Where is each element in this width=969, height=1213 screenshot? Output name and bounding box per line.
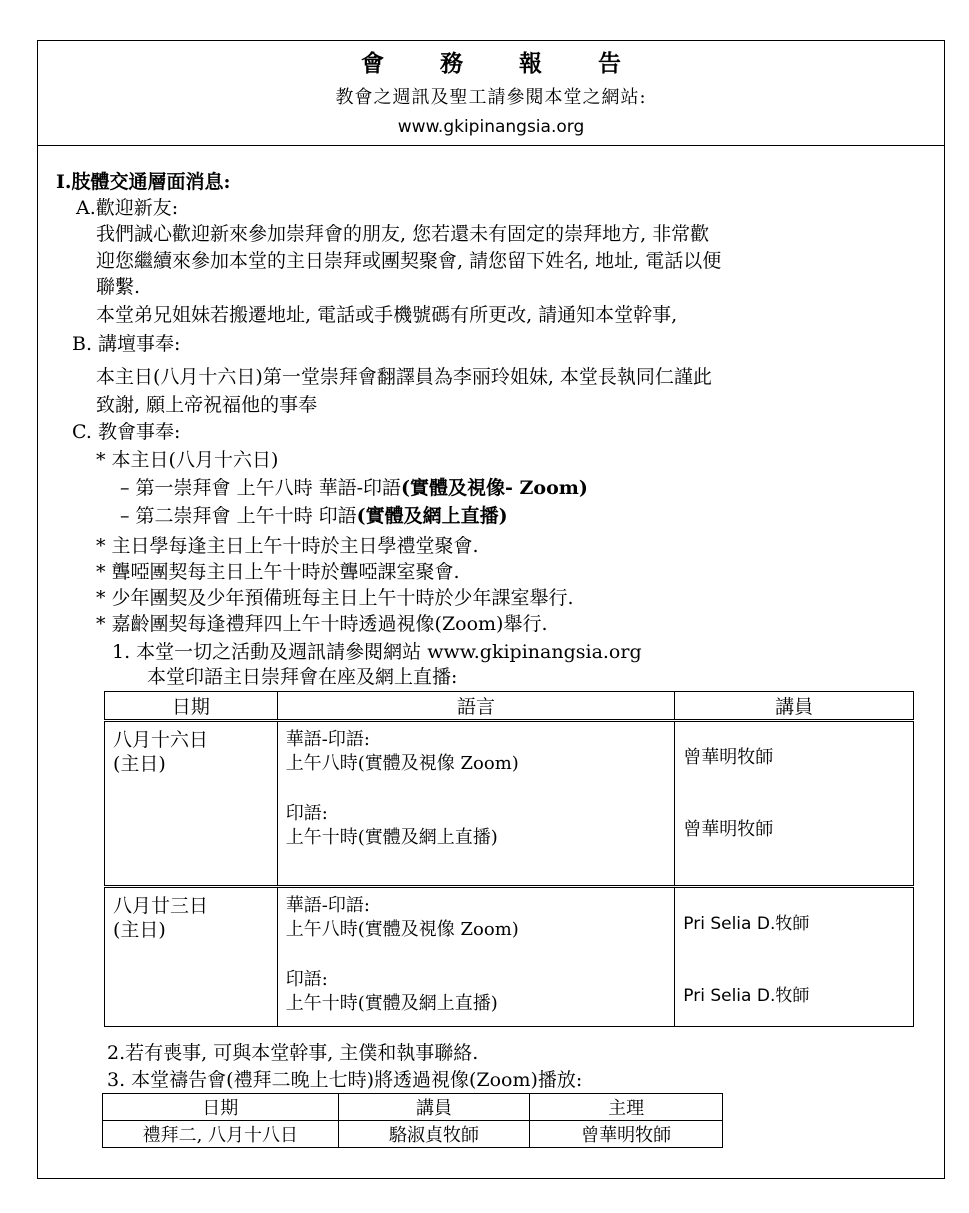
speaker-name: 曾華明牧師 — [683, 747, 774, 768]
row-language — [277, 721, 674, 887]
service1-text: – 第一崇拜會 上午八時 華語-印語 — [120, 477, 402, 499]
prayer-header-host: 主理 — [530, 1094, 723, 1121]
website-url: www.gkipinangsia.org — [397, 117, 585, 137]
welcome-text-line2: 迎您繼續來參加本堂的主日崇拜或團契聚會, 請您留下姓名, 地址, 電話以便 — [96, 250, 722, 272]
prayer-table — [102, 1093, 723, 1148]
date-line: 八月十六日 — [113, 729, 209, 751]
pulpit-text-line1: 本主日(八月十六日)第一堂崇拜會翻譯員為李丽玲姐妹, 本堂長執同仁謹此 — [96, 366, 712, 388]
sunday-school-item: * 主日學每逢主日上午十時於主日學禮堂聚會. — [96, 535, 479, 557]
header-speaker: 講員 — [675, 692, 914, 721]
service2-mode: (實體及網上直播) — [356, 505, 508, 527]
row-date — [105, 887, 278, 1027]
this-sunday-line: * 本主日(八月十六日) — [96, 449, 279, 471]
table-row — [103, 1121, 723, 1148]
table-row — [105, 721, 914, 887]
page-title: 會 務 報 告 — [360, 50, 646, 77]
service2-text: – 第二崇拜會 上午十時 印語 — [120, 505, 357, 527]
note1-line1: 1. 本堂一切之活動及週訊請參閱網站 www.gkipinangsia.org — [112, 641, 642, 663]
language-time: 上午十時(實體及網上直播) — [285, 827, 498, 848]
header-language: 語言 — [277, 692, 674, 721]
pulpit-label: B. 講壇事奉: — [72, 333, 181, 355]
prayer-speaker: 駱淑貞牧師 — [338, 1121, 530, 1148]
date-day: (主日) — [113, 753, 166, 775]
report-header — [38, 41, 944, 146]
prayer-header-row — [103, 1094, 723, 1121]
header-date: 日期 — [105, 692, 278, 721]
language-time: 上午八時(實體及視像 Zoom) — [285, 753, 519, 774]
speaker-name: Pri Selia D.牧師 — [683, 986, 810, 1006]
pulpit-text-line2: 致謝, 願上帝祝福他的事奉 — [96, 394, 318, 416]
date-line: 八月廿三日 — [113, 895, 209, 917]
church-service-label: C. 教會事奉: — [72, 421, 181, 443]
row-date — [105, 721, 278, 887]
language-time: 上午八時(實體及視像 Zoom) — [285, 919, 519, 940]
prayer-host: 曾華明牧師 — [530, 1121, 723, 1148]
row-speaker — [675, 721, 914, 887]
service1-mode: (實體及視像- Zoom) — [401, 477, 588, 499]
note1-line2: 本堂印語主日崇拜會在座及網上直播: — [147, 666, 458, 688]
welcome-text-line4: 本堂弟兄姐妹若搬遷地址, 電話或手機號碼有所更改, 請通知本堂幹事, — [96, 304, 678, 326]
language-title: 印語: — [285, 803, 328, 824]
note3: 3. 本堂禱告會(禮拜二晚上七時)將透過視像(Zoom)播放: — [107, 1069, 583, 1091]
deaf-fellowship-item: * 聾啞團契每主日上午十時於聾啞課室聚會. — [96, 561, 460, 583]
row-language — [277, 887, 674, 1027]
row-speaker — [675, 887, 914, 1027]
welcome-text-line3: 聯繫. — [96, 276, 141, 298]
language-time: 上午十時(實體及網上直播) — [285, 993, 498, 1014]
speaker-name: Pri Selia D.牧師 — [683, 914, 810, 934]
service2-line — [120, 504, 508, 528]
service1-line — [120, 476, 588, 500]
note2: 2.若有喪事, 可與本堂幹事, 主僕和執事聯絡. — [107, 1042, 479, 1064]
page-subtitle: 教會之週訊及聖工請參閱本堂之網站: — [335, 87, 647, 108]
section-heading: I.肢體交通層面消息: — [56, 171, 231, 193]
date-day: (主日) — [113, 919, 166, 941]
table-row — [105, 887, 914, 1027]
schedule-header-row — [105, 692, 914, 721]
prayer-header-speaker: 講員 — [338, 1094, 530, 1121]
language-title: 華語-印語: — [285, 895, 370, 916]
prayer-date: 禮拜二, 八月十八日 — [103, 1121, 339, 1148]
speaker-name: 曾華明牧師 — [683, 819, 774, 840]
welcome-label: A.歡迎新友: — [76, 197, 179, 219]
youth-fellowship-item: * 少年團契及少年預備班每主日上午十時於少年課室舉行. — [96, 587, 574, 609]
welcome-text-line1: 我們誠心歡迎新來參加崇拜會的朋友, 您若還未有固定的崇拜地方, 非常歡 — [96, 223, 710, 245]
prayer-header-date: 日期 — [103, 1094, 339, 1121]
language-title: 華語-印語: — [285, 729, 370, 750]
language-title: 印語: — [285, 969, 328, 990]
senior-fellowship-item: * 嘉齡團契每逢禮拜四上午十時透過視像(Zoom)舉行. — [96, 613, 548, 635]
schedule-table — [104, 691, 914, 1027]
